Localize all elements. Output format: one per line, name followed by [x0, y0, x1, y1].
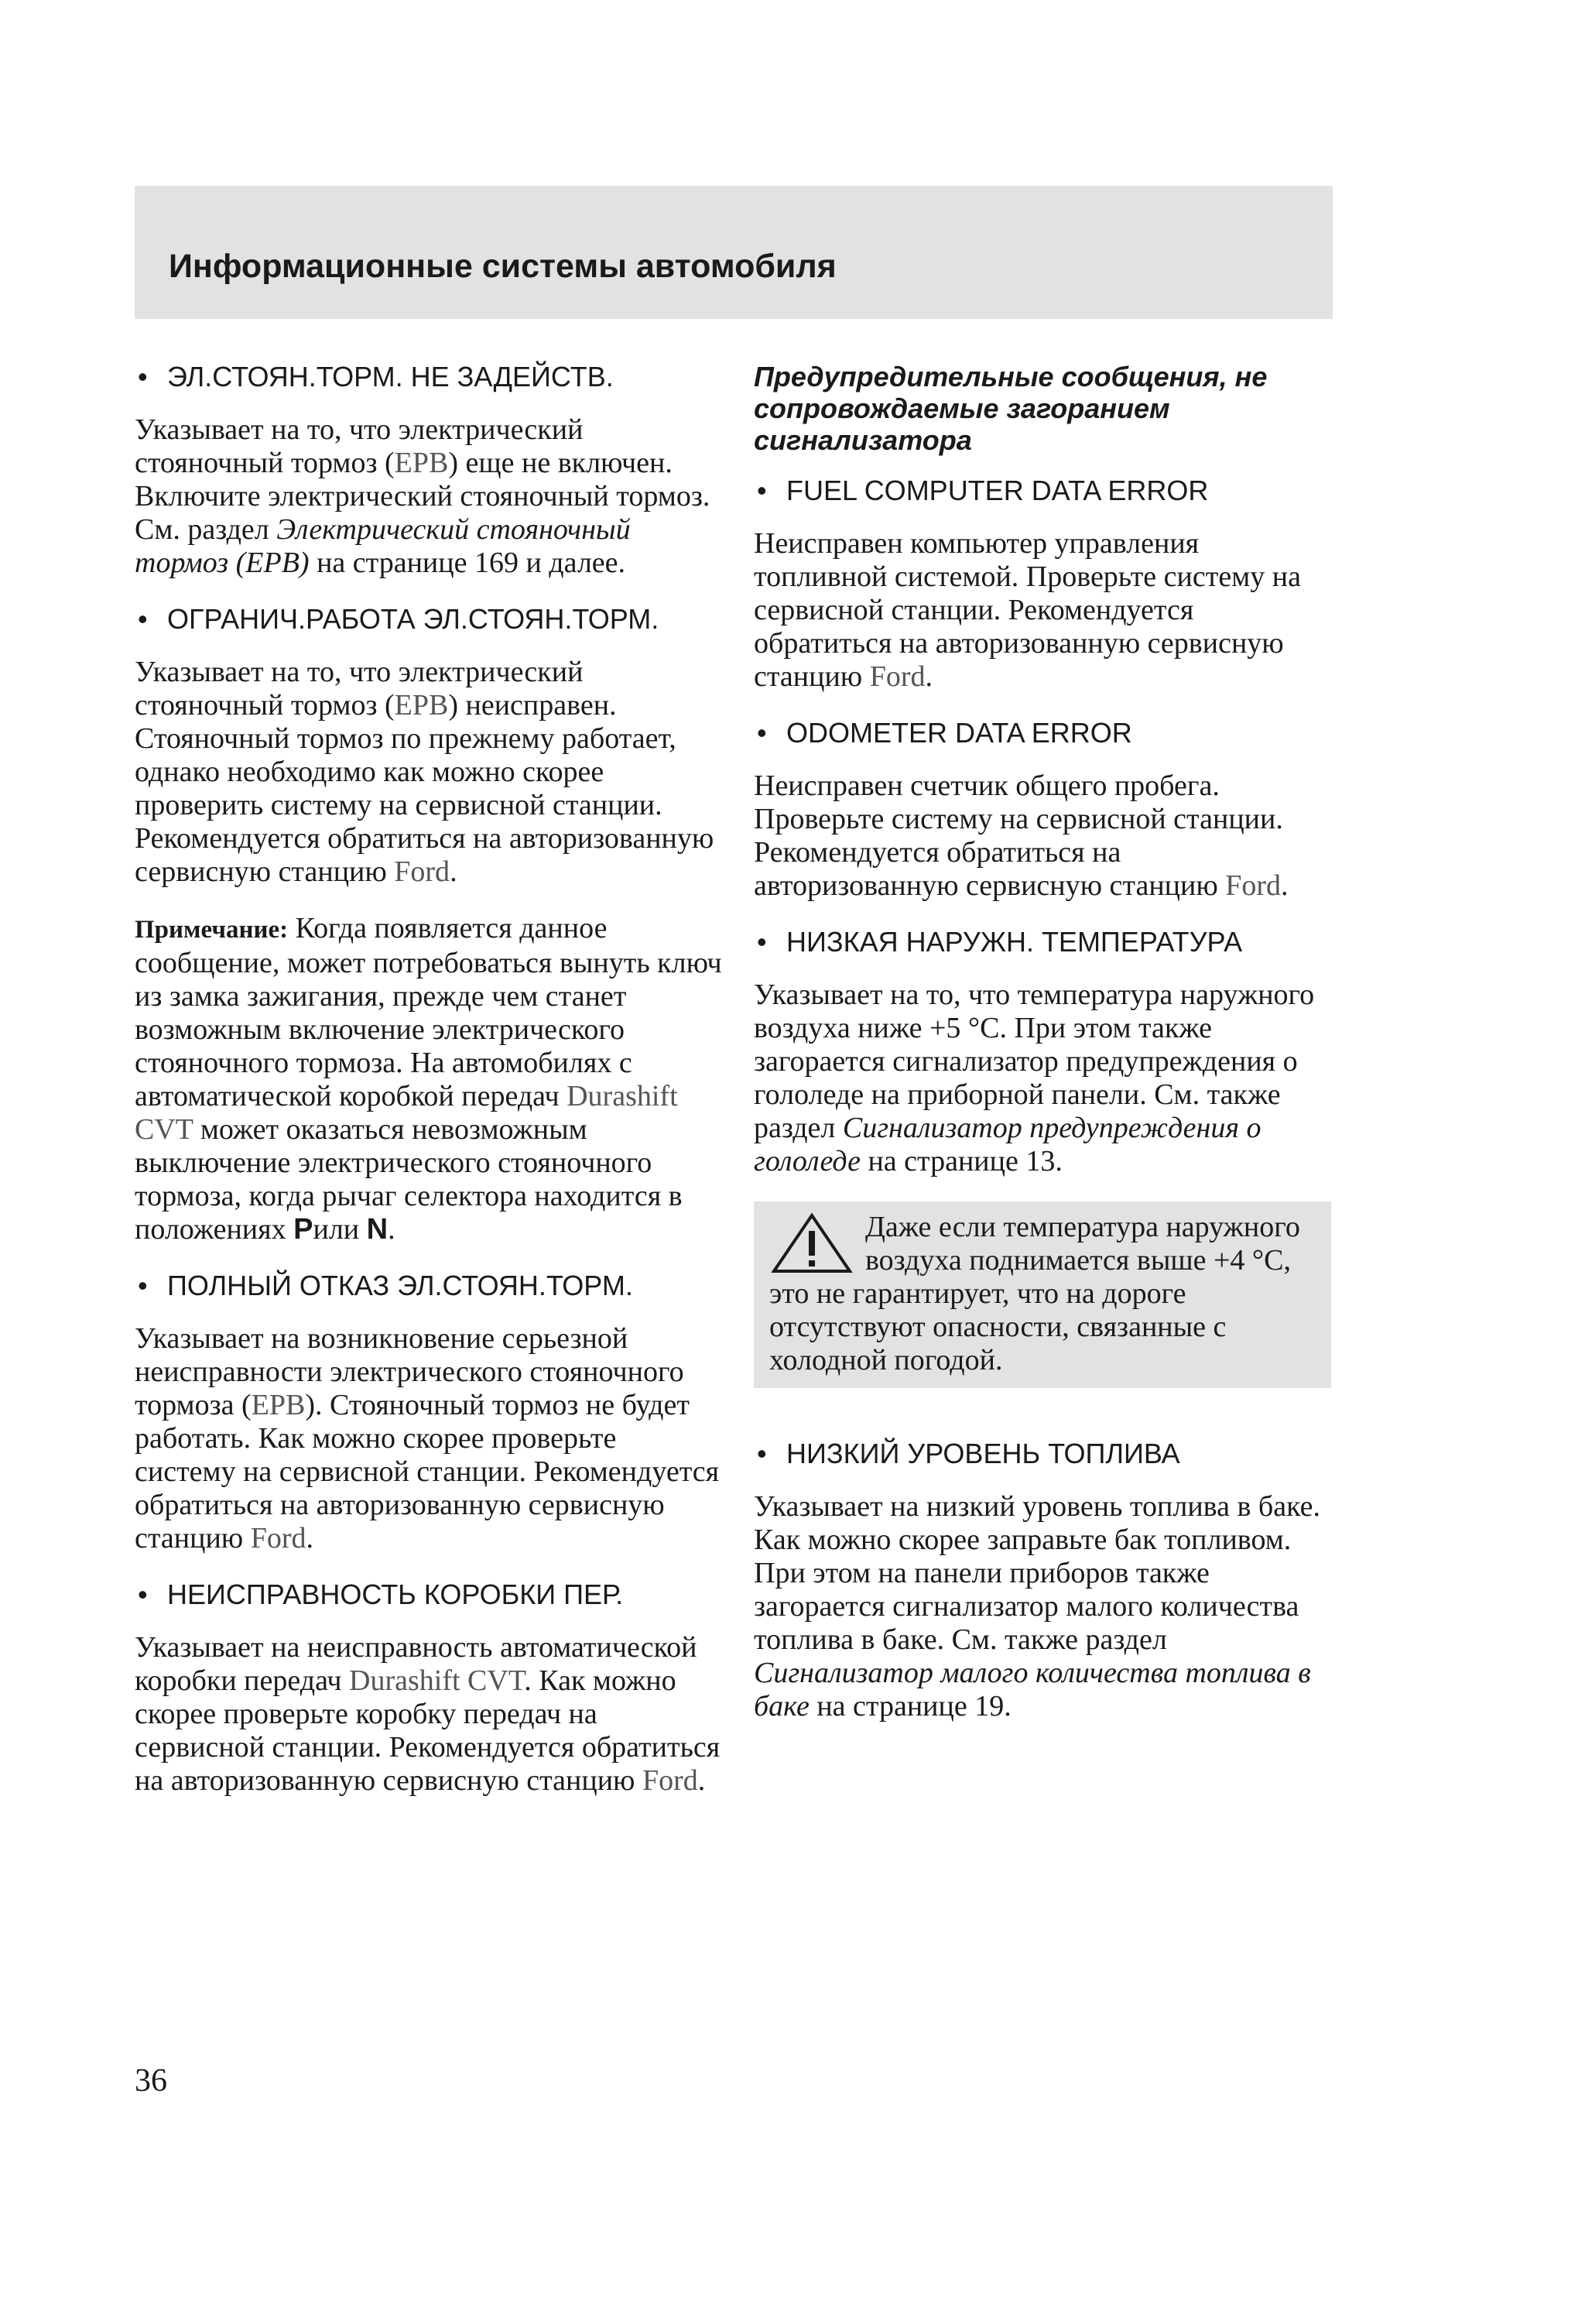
- paragraph-gearbox-fault: [135, 1631, 723, 1798]
- text: Указывает на низкий уровень топлива в баке. Как можно скорее заправьте бак топливом. При этом на панели приборов также загорается сигнализатор малого количества топлива в баке. См. также раздел: [754, 1490, 1320, 1656]
- bullet-text: НИЗКАЯ НАРУЖН. ТЕМПЕРАТУРА: [786, 926, 1243, 958]
- header-band: [135, 186, 1333, 319]
- bullet-dot: •: [757, 1438, 767, 1469]
- text-epb: EPB: [251, 1389, 306, 1421]
- text: .: [1281, 869, 1289, 902]
- note-label: Примечание:: [135, 916, 289, 944]
- text: Указывает на то, что температура наружного воздуха ниже +5 °C. При этом также загорается сигнализатор предупреждения о гололеде на приборной панели. См. также раздел: [754, 979, 1315, 1144]
- text: на странице 169 и далее.: [309, 547, 626, 579]
- text-epb: EPB: [394, 447, 449, 479]
- text: на странице 13.: [860, 1145, 1063, 1177]
- text: .: [925, 660, 933, 693]
- cross-reference: Сигнализатор малого количества топлива в баке: [754, 1657, 1311, 1722]
- bullet-epb-failure: [135, 1270, 723, 1302]
- text: Указывает на неисправность автоматической коробки передач: [135, 1631, 697, 1697]
- paragraph-fuel-computer: [754, 527, 1333, 694]
- bullet-dot: •: [757, 717, 767, 749]
- bullet-dot: •: [138, 603, 148, 635]
- text: .: [697, 1764, 706, 1797]
- bullet-dot: •: [757, 475, 767, 506]
- text: может оказаться невозможным выключение электрического стояночного тормоза, когда рычаг селектора находится в положениях: [135, 1113, 683, 1246]
- bullet-dot: •: [757, 926, 767, 958]
- text: или: [313, 1213, 367, 1246]
- text: . Как можно скорее проверьте коробку передач на сервисной станции. Рекомендуется обратиться на авторизованную сервисную станцию: [135, 1664, 721, 1797]
- bullet-text: FUEL COMPUTER DATA ERROR: [786, 475, 1209, 506]
- bullet-dot: •: [138, 361, 148, 392]
- note-paragraph: [135, 912, 723, 1246]
- paragraph-epb-not-engaged: [135, 413, 723, 580]
- text: на странице 19.: [809, 1690, 1012, 1722]
- gear-n: N: [366, 1213, 389, 1246]
- bullet-dot: •: [138, 1578, 148, 1610]
- text: ) еще не включен. Включите электрический стояночный тормоз. См. раздел: [135, 447, 710, 546]
- bullet-text: ПОЛНЫЙ ОТКАЗ ЭЛ.СТОЯН.ТОРМ.: [167, 1270, 633, 1301]
- bullet-odometer: [754, 717, 1333, 749]
- bullet-text: ODOMETER DATA ERROR: [786, 717, 1132, 749]
- bullet-text: ЭЛ.СТОЯН.ТОРМ. НЕ ЗАДЕЙСТВ.: [167, 361, 614, 392]
- text: Неисправен компьютер управления топливной системой. Проверьте систему на сервисной станции. Рекомендуется обратиться на авторизованную сервисную станцию: [754, 527, 1301, 693]
- text-ford: Ford: [642, 1764, 698, 1797]
- text-durashift: Durashift CVT: [135, 1080, 678, 1146]
- cross-reference: Электрический стояночный тормоз (EPB): [135, 513, 631, 579]
- left-column: [135, 361, 723, 1821]
- text: Указывает на то, что электрический стояночный тормоз (: [135, 413, 584, 479]
- bullet-low-outside-temp: [754, 926, 1333, 958]
- text: .: [306, 1522, 313, 1554]
- warning-triangle-icon: [769, 1212, 854, 1274]
- cross-reference: Сигнализатор предупреждения о гололеде: [754, 1112, 1261, 1177]
- text-ford: Ford: [869, 660, 926, 693]
- bullet-text: ОГРАНИЧ.РАБОТА ЭЛ.СТОЯН.ТОРМ.: [167, 603, 659, 635]
- text-ford: Ford: [250, 1522, 306, 1554]
- text-durashift: Durashift CVT: [349, 1664, 525, 1697]
- bullet-fuel-computer: [754, 475, 1333, 507]
- paragraph-epb-limited: [135, 656, 723, 889]
- text-ford: Ford: [394, 855, 450, 888]
- paragraph-odometer: [754, 770, 1333, 903]
- warning-box: [754, 1201, 1331, 1388]
- text: .: [450, 855, 457, 888]
- text: Когда появляется данное сообщение, может потребоваться вынуть ключ из замка зажигания, прежде чем станет возможным включение электрического стояночного тормоза. На автомобилях с автоматической коробкой передач: [135, 912, 722, 1112]
- page-number: 36: [135, 2063, 167, 2099]
- gear-p: P: [293, 1213, 313, 1246]
- bullet-epb-not-engaged: [135, 361, 723, 393]
- text: Указывает на то, что электрический стояночный тормоз (: [135, 656, 584, 722]
- bullet-text: НЕИСПРАВНОСТЬ КОРОБКИ ПЕР.: [167, 1578, 624, 1610]
- paragraph-low-outside-temp: [754, 979, 1333, 1178]
- paragraph-low-fuel: [754, 1490, 1333, 1723]
- bullet-gearbox-fault: [135, 1578, 723, 1611]
- page-title: Информационные системы автомобиля: [169, 248, 837, 285]
- text-epb: EPB: [394, 689, 449, 722]
- bullet-dot: •: [138, 1270, 148, 1301]
- text: ). Стояночный тормоз не будет работать. Как можно скорее проверьте систему на сервисной станции. Рекомендуется обратиться на авторизованную сервисную станцию: [135, 1389, 720, 1554]
- warning-text: Даже если температура наружного воздуха поднимается выше +4 °C, это не гарантирует, что на дороге отсутствуют опасности, связанные с холодной погодой.: [769, 1211, 1300, 1376]
- text: .: [388, 1213, 395, 1246]
- bullet-text: НИЗКИЙ УРОВЕНЬ ТОПЛИВА: [786, 1438, 1180, 1469]
- text: Неисправен счетчик общего пробега. Проверьте систему на сервисной станции. Рекомендуется обратиться на авторизованную сервисную станцию: [754, 770, 1283, 902]
- text: ) неисправен. Стояночный тормоз по прежнему работает, однако необходимо как можно скорее проверить систему на сервисной станции. Рекомендуется обратиться на авторизованную сервисную станцию: [135, 689, 714, 888]
- right-column: [754, 361, 1333, 1746]
- bullet-epb-limited: [135, 603, 723, 636]
- text-ford: Ford: [1225, 869, 1282, 902]
- section-subheading: Предупредительные сообщения, не сопровождаемые загоранием сигнализатора: [754, 361, 1268, 456]
- text: Указывает на возникновение серьезной неисправности электрического стояночного тормоза (: [135, 1322, 684, 1421]
- bullet-low-fuel: [754, 1438, 1333, 1470]
- paragraph-epb-failure: [135, 1322, 723, 1555]
